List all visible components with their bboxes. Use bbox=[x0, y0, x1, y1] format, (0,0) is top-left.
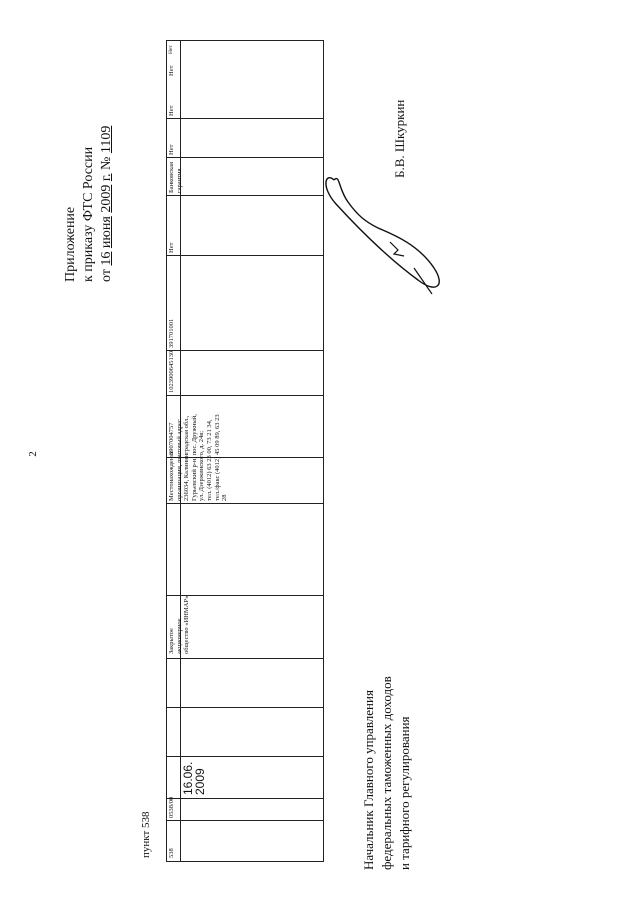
cell-number: 538 bbox=[168, 848, 175, 858]
signatory-position-line1: Начальник Главного управления bbox=[361, 690, 376, 870]
appendix-header bbox=[62, 126, 116, 282]
cell-ogrn: 1023900645130 bbox=[168, 350, 175, 393]
appendix-from: от bbox=[99, 269, 114, 282]
appendix-month: июня bbox=[99, 216, 114, 249]
row-divider bbox=[166, 503, 324, 504]
clause-label: пункт 538 bbox=[140, 811, 152, 858]
row-divider bbox=[166, 350, 324, 351]
row-divider bbox=[166, 195, 324, 196]
appendix-date-line bbox=[98, 126, 116, 282]
cell-col-6: Нет bbox=[168, 45, 174, 54]
cell-code: 0538/00 bbox=[168, 796, 175, 818]
row-divider bbox=[166, 658, 324, 659]
signatory-position-line2: федеральных таможенных доходов bbox=[379, 676, 394, 870]
cell-col-1: Нет bbox=[168, 242, 175, 253]
cell-inn: 3907004757 bbox=[168, 422, 175, 455]
cell-date-day-month: 16.06. bbox=[181, 761, 195, 795]
appendix-order-ref: к приказу ФТС России bbox=[81, 146, 96, 282]
cell-phones-text: тел. (4012) 63 23 00, 73 21 34, тел./факс (4012) 45 09 89, 63 23 28 bbox=[205, 414, 229, 501]
cell-address bbox=[168, 413, 229, 501]
signatory-position-line3: и тарифного регулирования bbox=[397, 716, 412, 870]
row-divider bbox=[166, 118, 324, 119]
signatory-position bbox=[360, 676, 414, 870]
row-divider bbox=[166, 820, 324, 821]
row-divider bbox=[166, 395, 324, 396]
registry-table bbox=[166, 40, 324, 862]
cell-col-3: Нет bbox=[168, 144, 175, 155]
row-divider bbox=[166, 255, 324, 256]
cell-col-4: Нет bbox=[168, 105, 175, 116]
cell-kpp: 391701001 bbox=[168, 318, 175, 348]
cell-address-text: Местонахождение организации, почтовый адрес 236034, Калининградская обл., Гурьевский р-н, пос. Дружный, ул. Дзержинского, д. 24в; bbox=[168, 414, 206, 501]
cell-col-5: Нет bbox=[168, 65, 175, 76]
appendix-title: Приложение bbox=[63, 206, 78, 282]
cell-col-2: Банковская гарантия bbox=[168, 161, 183, 193]
cell-date bbox=[182, 755, 206, 795]
row-divider bbox=[166, 157, 324, 158]
signatory-name: Б.В. Шкуркин bbox=[392, 99, 407, 178]
appendix-number: 1109 bbox=[99, 125, 114, 154]
cell-org-name: Закрытое акционерное общество «ИНМАР» bbox=[168, 595, 191, 654]
handwritten-signature bbox=[318, 168, 448, 298]
appendix-year: 2009 bbox=[99, 184, 114, 213]
row-divider bbox=[166, 798, 324, 799]
appendix-year-suffix: г. bbox=[99, 173, 114, 182]
row-divider bbox=[166, 707, 324, 708]
cell-date-year: 2009 bbox=[193, 768, 207, 795]
appendix-day: 16 bbox=[99, 251, 114, 266]
appendix-num-sign: № bbox=[99, 156, 114, 170]
page-number: 2 bbox=[26, 451, 39, 457]
